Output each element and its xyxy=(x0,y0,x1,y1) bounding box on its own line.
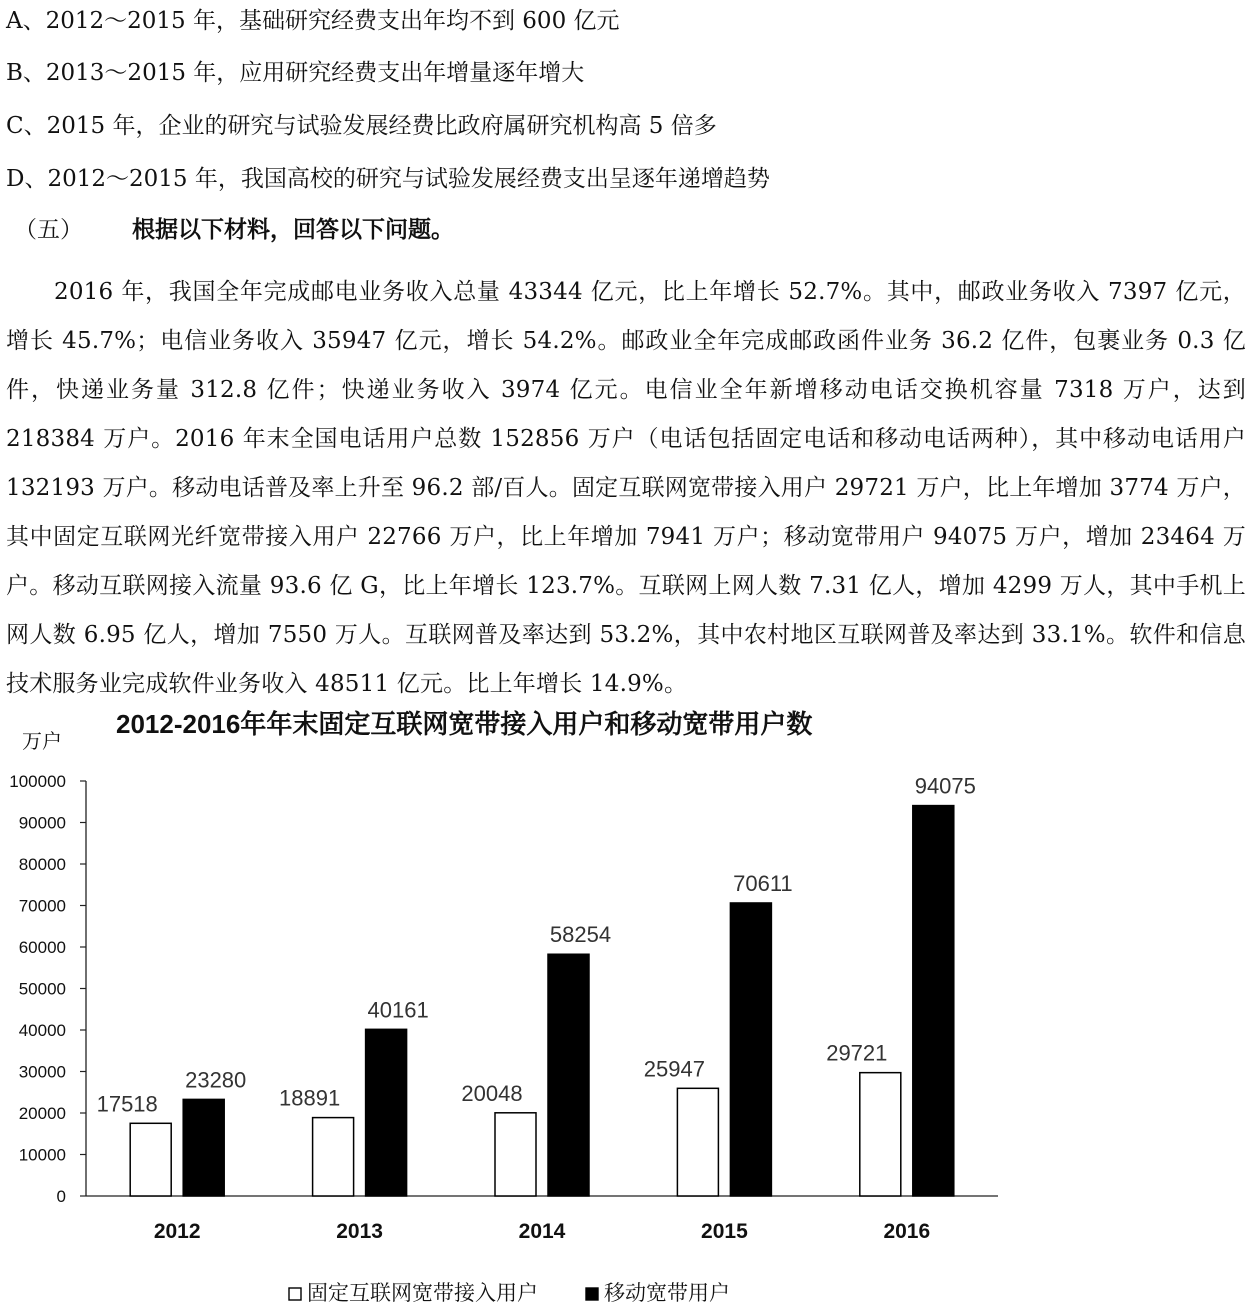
bar-fixed-broadband xyxy=(313,1118,354,1196)
y-tick-label: 70000 xyxy=(18,896,66,916)
bar-mobile-broadband xyxy=(730,903,771,1196)
x-tick-label: 2016 xyxy=(883,1220,931,1243)
x-tick-label: 2014 xyxy=(518,1220,566,1243)
bar-fixed-broadband xyxy=(677,1088,718,1196)
bar-value-label: 17518 xyxy=(96,1091,158,1117)
bar-fixed-broadband xyxy=(495,1113,536,1196)
chart-title: 2012-2016年年末固定互联网宽带接入用户和移动宽带用户数 xyxy=(116,709,813,739)
y-tick-label: 90000 xyxy=(18,813,66,833)
bar-chart xyxy=(0,700,1257,1311)
bar-mobile-broadband xyxy=(366,1029,407,1196)
y-tick-label: 60000 xyxy=(18,938,66,957)
bar-value-label: 40161 xyxy=(367,997,429,1023)
x-tick-label: 2013 xyxy=(336,1220,383,1243)
material-passage: 2016 年，我国全年完成邮电业务收入总量 43344 亿元，比上年增长 52.7%。其中，邮政业务收入 7397 亿元，增长 45.7%；电信业务收入 35947 亿元，增长 54.2%。邮政业全年完成邮政函件业务 36.2 亿件，包裹业务 0.3 亿件，快递业务量 312.8 亿件；快递业务收入 3974 亿元。电信业全年新增移动电话交换机容量 7318 万户，达到 218384 万户。2016 年末全国电话用户总数 152856 万户（电话包括固定电话和移动电话两种），其中移动电话用户 132193 万户。移动电话普及率上升至 96.2 部/百人。固定互联网宽带接入用户 29721 万户，比上年增加 3774 万户，其中固定互联网光纤宽带接入用户 22766 万户，比上年增加 7941 万户；移动宽带用户 94075 万户，增加 23464 万户。移动互联网接入流量 93.6 亿 G，比上年增长 123.7%。互联网上网人数 7.31 亿人，增加 4299 万人，其中手机上网人数 6.95 亿人，增加 7550 万人。互联网普及率达到 53.2%，其中农村地区互联网普及率达到 33.1%。软件和信息技术服务业完成软件业务收入 48511 亿元。比上年增长 14.9%。 xyxy=(6,279,1246,697)
y-tick-label: 0 xyxy=(56,1187,66,1206)
legend-label-mobile: 移动宽带用户 xyxy=(604,1281,730,1305)
option-c: C、2015 年，企业的研究与试验发展经费比政府属研究机构高 5 倍多 xyxy=(6,113,717,139)
bar-value-label: 94075 xyxy=(914,773,976,799)
bar-fixed-broadband xyxy=(130,1123,171,1196)
bar-mobile-broadband xyxy=(913,806,954,1196)
option-a: A、2012～2015 年，基础研究经费支出年均不到 600 亿元 xyxy=(6,8,620,34)
y-tick-label: 50000 xyxy=(18,979,66,999)
bar-value-label: 58254 xyxy=(549,922,612,948)
bar-mobile-broadband xyxy=(183,1099,224,1196)
section-number: （五） xyxy=(14,217,83,243)
x-tick-label: 2015 xyxy=(701,1220,748,1243)
section-heading xyxy=(14,215,454,245)
bar-mobile-broadband xyxy=(548,954,589,1196)
y-tick-label: 80000 xyxy=(18,855,66,874)
legend-swatch-mobile xyxy=(586,1288,598,1300)
bar-value-label: 23280 xyxy=(185,1067,247,1093)
option-b: B、2013～2015 年，应用研究经费支出年增量逐年增大 xyxy=(6,60,585,86)
legend-swatch-fixed xyxy=(289,1288,301,1300)
y-tick-label: 30000 xyxy=(18,1062,66,1082)
bar-fixed-broadband xyxy=(860,1073,901,1196)
bars xyxy=(97,774,976,1196)
y-tick-label: 20000 xyxy=(18,1104,66,1123)
y-tick-label: 40000 xyxy=(18,1021,66,1040)
x-axis xyxy=(154,1220,930,1243)
y-tick-label: 100000 xyxy=(9,772,66,791)
y-axis-unit-label: 万户 xyxy=(22,731,62,753)
bar-value-label: 70611 xyxy=(733,870,793,896)
bar-value-label: 18891 xyxy=(279,1085,341,1111)
x-tick-label: 2012 xyxy=(153,1220,201,1243)
legend xyxy=(289,1281,730,1305)
bar-value-label: 25947 xyxy=(643,1056,705,1082)
section-instruction: 根据以下材料，回答以下问题。 xyxy=(132,216,454,243)
bar-value-label: 29721 xyxy=(826,1040,888,1066)
y-tick-label: 10000 xyxy=(18,1145,66,1165)
option-d: D、2012～2015 年，我国高校的研究与试验发展经费支出呈逐年递增趋势 xyxy=(6,166,770,192)
legend-label-fixed: 固定互联网宽带接入用户 xyxy=(307,1281,538,1305)
bar-value-label: 20048 xyxy=(461,1080,523,1106)
